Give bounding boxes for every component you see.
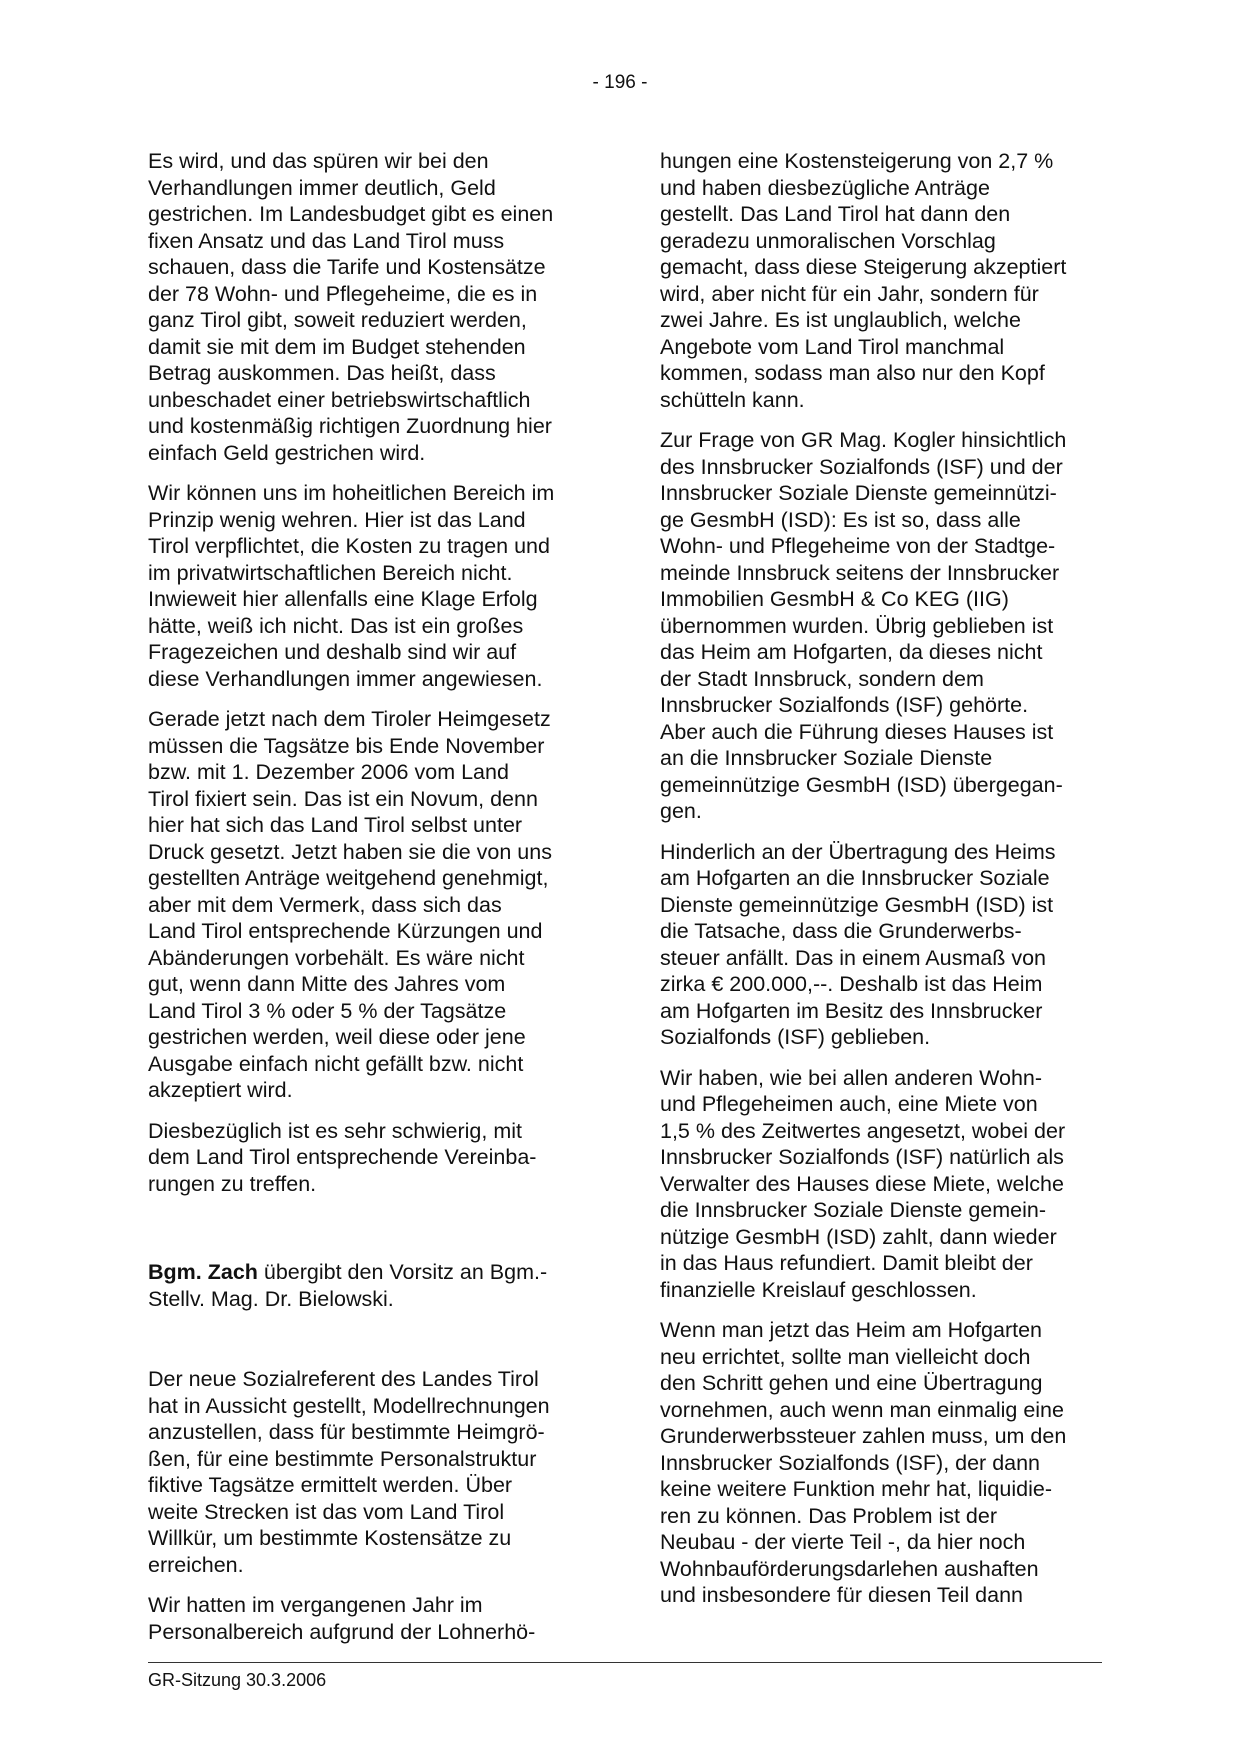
text-line: unbeschadet einer betriebswirtschaftlich xyxy=(148,387,531,412)
text-line: ge GesmbH (ISD): Es ist so, dass alle xyxy=(660,507,1021,532)
text-line: rungen zu treffen. xyxy=(148,1171,317,1196)
text-line: Prinzip wenig wehren. Hier ist das Land xyxy=(148,507,526,532)
text-line: finanzielle Kreislauf geschlossen. xyxy=(660,1277,977,1302)
speaker-note-text: übergibt den Vorsitz an Bgm.- xyxy=(257,1260,548,1284)
speaker-note-text-2: Stellv. Mag. Dr. Bielowski. xyxy=(148,1286,394,1311)
text-line: hungen eine Kostensteigerung von 2,7 % xyxy=(660,149,1054,173)
text-line: neu errichtet, sollte man vielleicht doch xyxy=(660,1344,1031,1369)
text-line: den Schritt gehen und eine Übertragung xyxy=(660,1371,1043,1395)
text-line: Wohn- und Pflegeheime von der Stadtge- xyxy=(660,534,1056,558)
text-line: Verwalter des Hauses diese Miete, welche xyxy=(660,1171,1064,1196)
text-line: schütteln kann. xyxy=(660,387,805,412)
text-line: Zur Frage von GR Mag. Kogler hinsichtlich xyxy=(660,428,1067,452)
paragraph xyxy=(148,480,588,692)
text-line: gut, wenn dann Mitte des Jahres vom xyxy=(148,972,506,996)
text-line: Dienste gemeinnützige GesmbH (ISD) ist xyxy=(660,892,1054,917)
text-line: Innsbrucker Sozialfonds (ISF) natürlich als xyxy=(660,1145,1064,1169)
text-line: dem Land Tirol entsprechende Vereinba- xyxy=(148,1145,537,1169)
text-line: und kostenmäßig richtigen Zuordnung hier xyxy=(148,414,552,438)
text-line: Abänderungen vorbehält. Es wäre nicht xyxy=(148,945,525,970)
paragraph xyxy=(660,148,1100,413)
text-line: kommen, sodass man also nur den Kopf xyxy=(660,361,1045,385)
page-number: - 196 - xyxy=(592,72,648,93)
text-line: und insbesondere für diesen Teil dann xyxy=(660,1583,1023,1607)
text-line: Immobilien GesmbH & Co KEG (IIG) xyxy=(660,587,1009,611)
paragraph xyxy=(660,427,1100,825)
text-line: Fragezeichen und deshalb sind wir auf xyxy=(148,640,517,664)
text-line: Land Tirol 3 % oder 5 % der Tagsätze xyxy=(148,998,507,1023)
text-line: gestellten Anträge weitgehend genehmigt, xyxy=(148,866,549,890)
text-line: Sozialfonds (ISF) geblieben. xyxy=(660,1025,931,1049)
text-line: nützige GesmbH (ISD) zahlt, dann wieder xyxy=(660,1224,1057,1249)
text-line: diese Verhandlungen immer angewiesen. xyxy=(148,666,543,691)
text-line: müssen die Tagsätze bis Ende November xyxy=(148,733,545,758)
text-line: erreichen. xyxy=(148,1552,244,1577)
text-line: gemacht, dass diese Steigerung akzeptiert xyxy=(660,255,1067,279)
text-line: im privatwirtschaftlichen Bereich nicht. xyxy=(148,560,513,585)
text-line: Land Tirol entsprechende Kürzungen und xyxy=(148,919,543,943)
text-line: des Innsbrucker Sozialfonds (ISF) und der xyxy=(660,454,1063,479)
text-line: 1,5 % des Zeitwertes angesetzt, wobei der xyxy=(660,1118,1066,1143)
paragraph xyxy=(148,706,588,1104)
text-line: die Innsbrucker Soziale Dienste gemein- xyxy=(660,1198,1047,1222)
text-line: gestrichen werden, weil diese oder jene xyxy=(148,1025,526,1049)
text-line: Aber auch die Führung dieses Hauses ist xyxy=(660,719,1054,744)
text-line: hier hat sich das Land Tirol selbst unter xyxy=(148,813,523,837)
text-line: Verhandlungen immer deutlich, Geld xyxy=(148,175,496,200)
text-line: Der neue Sozialreferent des Landes Tirol xyxy=(148,1367,539,1391)
spacer xyxy=(148,1326,588,1366)
text-line: ren zu können. Das Problem ist der xyxy=(660,1503,997,1528)
text-line: Wenn man jetzt das Heim am Hofgarten xyxy=(660,1318,1042,1342)
text-line: übernommen wurden. Übrig geblieben ist xyxy=(660,613,1054,638)
text-line: steuer anfällt. Das in einem Ausmaß von xyxy=(660,945,1046,970)
text-line: Innsbrucker Soziale Dienste gemeinnützi- xyxy=(660,481,1057,505)
speaker-note xyxy=(148,1259,588,1312)
text-line: damit sie mit dem im Budget stehenden xyxy=(148,334,526,359)
text-line: fiktive Tagsätze ermittelt werden. Über xyxy=(148,1473,513,1497)
text-line: Inwieweit hier allenfalls eine Klage Erfolg xyxy=(148,587,538,611)
footer-text: GR-Sitzung 30.3.2006 xyxy=(148,1670,327,1690)
text-line: das Heim am Hofgarten, da dieses nicht xyxy=(660,640,1043,664)
speaker-name: Bgm. Zach xyxy=(148,1260,258,1284)
text-line: Personalbereich aufgrund der Lohnerhö- xyxy=(148,1619,536,1644)
text-line: die Tatsache, dass die Grunderwerbs- xyxy=(660,919,1022,943)
text-line: Innsbrucker Sozialfonds (ISF), der dann xyxy=(660,1450,1041,1475)
text-line: zwei Jahre. Es ist unglaublich, welche xyxy=(660,308,1021,332)
text-line: gestellt. Das Land Tirol hat dann den xyxy=(660,202,1011,226)
text-line: und Pflegeheimen auch, eine Miete von xyxy=(660,1092,1038,1116)
text-line: hätte, weiß ich nicht. Das ist ein großes xyxy=(148,613,524,638)
text-line: Wir haben, wie bei allen anderen Wohn- xyxy=(660,1065,1043,1090)
text-line: weite Strecken ist das vom Land Tirol xyxy=(148,1499,505,1524)
text-line: in das Haus refundiert. Damit bleibt der xyxy=(660,1251,1033,1275)
text-line: gen. xyxy=(660,799,702,823)
text-line: am Hofgarten an die Innsbrucker Soziale xyxy=(660,866,1050,890)
text-line: gestrichen. Im Landesbudget gibt es einen xyxy=(148,202,554,226)
spacer xyxy=(148,1211,588,1259)
text-line: fixen Ansatz und das Land Tirol muss xyxy=(148,228,505,253)
text-line: gemeinnützige GesmbH (ISD) übergegan- xyxy=(660,772,1063,797)
text-line: Wohnbauförderungsdarlehen aushaften xyxy=(660,1556,1039,1581)
left-column xyxy=(148,148,588,1659)
text-line: ßen, für eine bestimmte Personalstruktur xyxy=(148,1446,537,1471)
text-line: Willkür, um bestimmte Kostensätze zu xyxy=(148,1526,512,1550)
text-line: Tirol fixiert sein. Das ist ein Novum, denn xyxy=(148,786,538,811)
text-line: am Hofgarten im Besitz des Innsbrucker xyxy=(660,998,1043,1023)
text-line: Neubau - der vierte Teil -, da hier noch xyxy=(660,1530,1026,1554)
text-line: Diesbezüglich ist es sehr schwierig, mit xyxy=(148,1118,522,1143)
text-line: Hinderlich an der Übertragung des Heims xyxy=(660,839,1056,864)
text-line: einfach Geld gestrichen wird. xyxy=(148,440,426,465)
text-line: bzw. mit 1. Dezember 2006 vom Land xyxy=(148,760,509,784)
text-line: hat in Aussicht gestellt, Modellrechnungen xyxy=(148,1393,550,1418)
text-line: ganz Tirol gibt, soweit reduziert werden, xyxy=(148,308,527,332)
text-line: anzustellen, dass für bestimmte Heimgrö- xyxy=(148,1420,545,1444)
paragraph xyxy=(148,1118,588,1198)
text-line: keine weitere Funktion mehr hat, liquidie- xyxy=(660,1477,1052,1501)
text-line: der Stadt Innsbruck, sondern dem xyxy=(660,666,984,691)
text-line: wird, aber nicht für ein Jahr, sondern für xyxy=(660,281,1039,306)
text-line: akzeptiert wird. xyxy=(148,1078,293,1102)
text-line: Ausgabe einfach nicht gefällt bzw. nicht xyxy=(148,1051,524,1076)
text-line: vornehmen, auch wenn man einmalig eine xyxy=(660,1397,1064,1422)
text-line: meinde Innsbruck seitens der Innsbrucker xyxy=(660,560,1060,585)
paragraph xyxy=(660,839,1100,1051)
paragraph xyxy=(660,1317,1100,1609)
text-line: Wir können uns im hoheitlichen Bereich im xyxy=(148,481,555,505)
text-line: an die Innsbrucker Soziale Dienste xyxy=(660,746,993,770)
text-line: und haben diesbezügliche Anträge xyxy=(660,175,990,200)
text-line: geradezu unmoralischen Vorschlag xyxy=(660,228,996,253)
text-line: schauen, dass die Tarife und Kostensätze xyxy=(148,255,546,279)
text-line: Innsbrucker Sozialfonds (ISF) gehörte. xyxy=(660,693,1029,717)
text-line: Angebote vom Land Tirol manchmal xyxy=(660,334,1005,359)
text-line: Druck gesetzt. Jetzt haben sie die von uns xyxy=(148,839,552,864)
paragraph xyxy=(148,1592,588,1645)
text-line: Betrag auskommen. Das heißt, dass xyxy=(148,361,496,385)
paragraph xyxy=(660,1065,1100,1304)
footer-divider xyxy=(148,1662,1102,1663)
right-column xyxy=(660,148,1100,1623)
text-line: Es wird, und das spüren wir bei den xyxy=(148,149,489,173)
text-line: zirka € 200.000,--. Deshalb ist das Heim xyxy=(660,972,1043,996)
text-line: Grunderwerbssteuer zahlen muss, um den xyxy=(660,1424,1067,1448)
text-line: Wir hatten im vergangenen Jahr im xyxy=(148,1593,483,1617)
paragraph xyxy=(148,148,588,466)
paragraph xyxy=(148,1366,588,1578)
text-line: Tirol verpflichtet, die Kosten zu tragen und xyxy=(148,534,550,558)
text-line: der 78 Wohn- und Pflegeheime, die es in xyxy=(148,281,538,306)
text-line: aber mit dem Vermerk, dass sich das xyxy=(148,892,502,917)
text-line: Gerade jetzt nach dem Tiroler Heimgesetz xyxy=(148,707,551,731)
